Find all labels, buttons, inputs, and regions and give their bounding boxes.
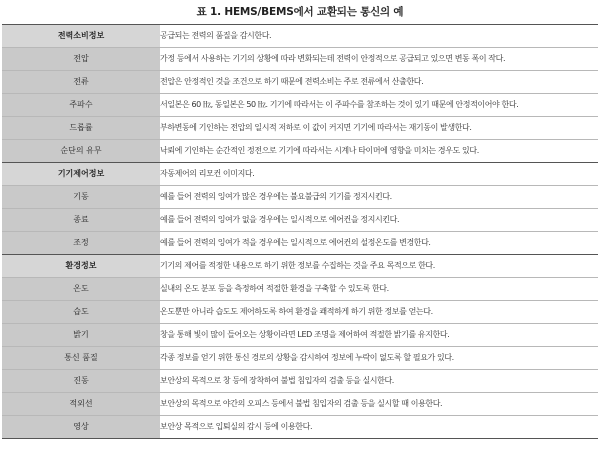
category-label: 전력소비정보 (2, 25, 160, 48)
table-row-device-control-info (2, 163, 598, 186)
row-description: 자동제어의 리모컨 이미지다. (160, 163, 598, 186)
row-description: 보안상의 목적으로 야간의 오피스 등에서 불법 침입자의 검출 등을 실시할 때 이용한다. (160, 393, 598, 416)
table-row-brightness (2, 324, 598, 347)
table-row-current (2, 71, 598, 94)
row-description: 온도뿐만 아니라 습도도 제어하도록 하여 환경을 쾌적하게 하기 위한 정보를 얻는다. (160, 301, 598, 324)
table-row-vibration (2, 370, 598, 393)
item-label: 영상 (2, 416, 160, 439)
row-description: 보안상 목적으로 입퇴실의 감시 등에 이용한다. (160, 416, 598, 439)
item-label: 진동 (2, 370, 160, 393)
table-row-comm-quality (2, 347, 598, 370)
item-label: 전압 (2, 48, 160, 71)
item-label: 기동 (2, 186, 160, 209)
item-label: 밝기 (2, 324, 160, 347)
item-label: 온도 (2, 278, 160, 301)
category-label: 기기제어정보 (2, 163, 160, 186)
row-description: 서일본은 60 ㎐, 동일본은 50 ㎐. 기기에 따라서는 이 주파수를 참조하는 것이 있기 때문에 안정적이어야 한다. (160, 94, 598, 117)
item-label: 드롭률 (2, 117, 160, 140)
row-description: 각종 정보를 얻기 위한 통신 경로의 상황을 감시하여 정보에 누락이 없도록 할 필요가 있다. (160, 347, 598, 370)
row-description: 낙뢰에 기인하는 순간적인 정전으로 기기에 따라서는 시계나 타이머에 영향을 미치는 경우도 있다. (160, 140, 598, 163)
item-label: 조정 (2, 232, 160, 255)
item-label: 순단의 유무 (2, 140, 160, 163)
table-row-video (2, 416, 598, 439)
table-row-voltage (2, 48, 598, 71)
row-description: 창을 통해 빛이 많이 들어오는 상황이라면 LED 조명을 제어하여 적절한 밝기를 유지한다. (160, 324, 598, 347)
table-caption: 표 1. HEMS/BEMS에서 교환되는 통신의 예 (196, 6, 404, 18)
communication-examples-table (2, 24, 598, 439)
table-row-temperature (2, 278, 598, 301)
row-description: 예를 들어 전력의 잉여가 없을 경우에는 일시적으로 에어컨을 정지시킨다. (160, 209, 598, 232)
table-row-infrared (2, 393, 598, 416)
item-label: 적외선 (2, 393, 160, 416)
table-row-drop-rate (2, 117, 598, 140)
table-row-frequency (2, 94, 598, 117)
table-row-environment-info (2, 255, 598, 278)
row-description: 전압은 안정적인 것을 조건으로 하기 때문에 전력소비는 주로 전류에서 산출한다. (160, 71, 598, 94)
item-label: 종료 (2, 209, 160, 232)
table-row-start (2, 186, 598, 209)
table-row-power-info (2, 25, 598, 48)
table-row-momentary-outage (2, 140, 598, 163)
row-description: 부하변동에 기인하는 전압의 일시적 저하로 이 값이 커지면 기기에 따라서는 재기동이 발생한다. (160, 117, 598, 140)
row-description: 보안상의 목적으로 창 등에 장착하여 불법 침입자의 검출 등을 실시한다. (160, 370, 598, 393)
row-description: 공급되는 전력의 품질을 감시한다. (160, 25, 598, 48)
item-label: 전류 (2, 71, 160, 94)
item-label: 주파수 (2, 94, 160, 117)
row-description: 실내의 온도 분포 등을 측정하여 적절한 환경을 구축할 수 있도록 한다. (160, 278, 598, 301)
table-row-humidity (2, 301, 598, 324)
table-row-stop (2, 209, 598, 232)
row-description: 예를 들어 전력의 잉여가 많은 경우에는 불요불급의 기기를 정지시킨다. (160, 186, 598, 209)
item-label: 통신 품질 (2, 347, 160, 370)
row-description: 기기의 제어를 적정한 내용으로 하기 위한 정보를 수집하는 것을 주요 목적으로 한다. (160, 255, 598, 278)
row-description: 예를 들어 전력의 잉여가 적을 경우에는 일시적으로 에어컨의 설정온도를 변경한다. (160, 232, 598, 255)
table-row-adjust (2, 232, 598, 255)
item-label: 습도 (2, 301, 160, 324)
row-description: 가정 등에서 사용하는 기기의 상황에 따라 변화되는데 전력이 안정적으로 공급되고 있으면 변동 폭이 작다. (160, 48, 598, 71)
category-label: 환경정보 (2, 255, 160, 278)
